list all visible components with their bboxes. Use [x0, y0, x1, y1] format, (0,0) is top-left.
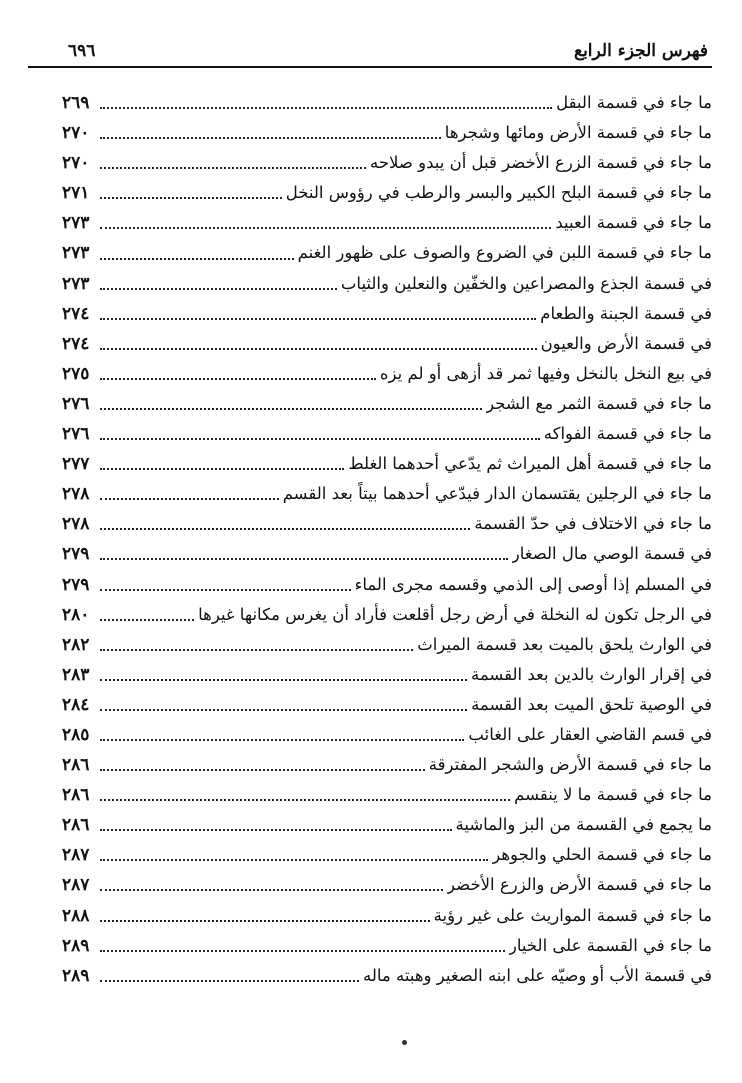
dot-leader — [100, 709, 467, 711]
toc-entry — [62, 238, 712, 268]
toc-entry-title: في قسمة الوصي مال الصغار — [511, 544, 712, 564]
toc-entry — [62, 509, 712, 539]
toc-entry-title: ما جاء في القسمة على الخيار — [508, 935, 712, 955]
toc-entry-title: ما يجمع في القسمة من البز والماشية — [455, 815, 712, 835]
toc-entry-page: ٢٨٤ — [62, 694, 90, 715]
toc-entry-title: ما جاء في الاختلاف في حدّ القسمة — [474, 514, 712, 534]
toc-entry-page: ٢٨٦ — [62, 755, 90, 776]
toc-entry-title: في بيع النخل بالنخل وفيها ثمر قد أزهى أو لم يزه — [379, 363, 712, 383]
dot-leader — [100, 589, 351, 591]
toc-entry-title: ما جاء في قسمة الثمر مع الشجر — [486, 393, 712, 413]
toc-entry-page: ٢٨٧ — [62, 875, 90, 896]
toc-entry-page: ٢٧٤ — [62, 333, 90, 354]
toc-entry-page: ٢٧٠ — [62, 153, 90, 174]
dot-leader — [100, 167, 366, 169]
page-number: ٦٩٦ — [68, 41, 96, 61]
running-title: فهرس الجزء الرابع — [574, 41, 708, 61]
toc-entry-page: ٢٧٩ — [62, 574, 90, 595]
toc-entry-page: ٢٨٧ — [62, 845, 90, 866]
toc-entry-title: في قسم القاضي العقار على الغائب — [468, 724, 712, 744]
dot-leader — [100, 468, 344, 470]
toc-entry-title: في قسمة الجبنة والطعام — [540, 303, 712, 323]
toc-entry-page: ٢٨٦ — [62, 785, 90, 806]
dot-leader — [100, 318, 536, 320]
toc-entry — [62, 780, 712, 810]
footer-dot — [402, 1040, 407, 1045]
dot-leader — [100, 889, 443, 891]
toc-entry-page: ٢٨٨ — [62, 905, 90, 926]
toc-entry-title: في المسلم إذا أوصى إلى الذمي وقسمه مجرى الماء — [354, 574, 712, 594]
toc-entry-page: ٢٨٢ — [62, 634, 90, 655]
toc-entry-page: ٢٨٥ — [62, 724, 90, 745]
toc-entry-page: ٢٧١ — [62, 183, 90, 204]
toc-entry-page: ٢٧٦ — [62, 424, 90, 445]
toc-entry — [62, 539, 712, 569]
toc-entry-title: ما جاء في قسمة الزرع الأخضر قبل أن يبدو صلاحه — [370, 153, 712, 173]
dot-leader — [100, 859, 488, 861]
toc-entry — [62, 931, 712, 961]
toc-entry-page: ٢٧٠ — [62, 123, 90, 144]
dot-leader — [100, 980, 359, 982]
toc-entry-page: ٢٧٣ — [62, 243, 90, 264]
toc-entry-page: ٢٨٣ — [62, 664, 90, 685]
toc-entry — [62, 178, 712, 208]
toc-entry-page: ٢٧٣ — [62, 213, 90, 234]
toc-entry — [62, 389, 712, 419]
toc-entry — [62, 570, 712, 600]
toc-entry-page: ٢٧٤ — [62, 303, 90, 324]
toc-entry-title: ما جاء في قسمة المواريث على غير رؤية — [433, 905, 712, 925]
toc-entry-page: ٢٧٨ — [62, 514, 90, 535]
dot-leader — [100, 558, 508, 560]
toc-entry-title: في إقرار الوارث بالدين بعد القسمة — [471, 664, 712, 684]
toc-entry-page: ٢٧٣ — [62, 273, 90, 294]
toc-entry-title: ما جاء في قسمة البقل — [556, 93, 712, 112]
toc-entry — [62, 449, 712, 479]
toc-entry — [62, 148, 712, 178]
toc-entry — [62, 419, 712, 449]
dot-leader — [100, 258, 294, 260]
dot-leader — [100, 739, 464, 741]
toc-entry-title: في قسمة الأرض والعيون — [540, 333, 712, 353]
dot-leader — [100, 107, 552, 109]
toc-entry — [62, 961, 712, 991]
dot-leader — [100, 408, 482, 410]
toc-entry — [62, 479, 712, 509]
toc-entry-title: ما جاء في قسمة الأرض والشجر المفترقة — [428, 755, 712, 775]
toc-entry-page: ٢٧٥ — [62, 363, 90, 384]
toc-entry-title: ما جاء في قسمة أهل الميراث ثم يدّعي أحدهما الغلط — [348, 454, 712, 474]
dot-leader — [100, 799, 510, 801]
toc-entry-page: ٢٨٩ — [62, 965, 90, 986]
toc-entry-title: ما جاء في قسمة الحلي والجوهر — [492, 845, 712, 865]
dot-leader — [100, 649, 413, 651]
toc-entry-page: ٢٧٨ — [62, 484, 90, 505]
dot-leader — [100, 528, 470, 530]
toc-entry-title: في قسمة الجذع والمصراعين والخفّين والنعلين والثياب — [340, 273, 712, 293]
toc-entry-page: ٢٨٩ — [62, 935, 90, 956]
toc-entry — [62, 870, 712, 900]
toc-entry — [62, 359, 712, 389]
dot-leader — [100, 197, 282, 199]
toc-entry — [62, 118, 712, 148]
dot-leader — [100, 920, 430, 922]
toc-entry-page: ٢٧٦ — [62, 393, 90, 414]
toc-entry — [62, 660, 712, 690]
dot-leader — [100, 498, 279, 500]
toc-entry-title: في الوارث يلحق بالميت بعد قسمة الميراث — [417, 634, 712, 654]
toc-entry-title: في الوصية تلحق الميت بعد القسمة — [471, 694, 712, 714]
dot-leader — [100, 769, 425, 771]
toc-entry — [62, 750, 712, 780]
toc-entry-title: في قسمة الأب أو وصيّه على ابنه الصغير وهبته ماله — [363, 965, 712, 985]
dot-leader — [100, 619, 194, 621]
toc-entry — [62, 208, 712, 238]
toc-entry — [62, 299, 712, 329]
toc-entry-title: ما جاء في قسمة الفواكه — [543, 424, 712, 444]
dot-leader — [100, 679, 467, 681]
toc-entry-page: ٢٧٩ — [62, 544, 90, 565]
toc-entry — [62, 600, 712, 630]
toc-entry-title: ما جاء في قسمة العبيد — [555, 213, 712, 233]
dot-leader — [100, 950, 505, 952]
dot-leader — [100, 378, 376, 380]
dot-leader — [100, 288, 337, 290]
toc-entry-title: ما جاء في الرجلين يقتسمان الدار فيدّعي أحدهما بيتاً بعد القسم — [282, 484, 712, 504]
toc-entry — [62, 630, 712, 660]
toc-entry — [62, 690, 712, 720]
dot-leader — [100, 438, 540, 440]
toc-entry-page: ٢٨٦ — [62, 815, 90, 836]
toc-entry-title: ما جاء في قسمة اللبن في الضروع والصوف على ظهور الغنم — [297, 243, 712, 263]
toc-entry — [62, 901, 712, 931]
toc-entry — [62, 720, 712, 750]
dot-leader — [100, 227, 551, 229]
toc-entry-title: ما جاء في قسمة الأرض والزرع الأخضر — [447, 875, 712, 895]
dot-leader — [100, 829, 452, 831]
toc-entry — [62, 88, 712, 118]
toc-entry-title: ما جاء في قسمة البلح الكبير والبسر والرطب في رؤوس النخل — [285, 183, 712, 203]
dot-leader — [100, 348, 537, 350]
toc-entry-title: ما جاء في قسمة ما لا ينقسم — [514, 785, 712, 805]
toc-entry — [62, 329, 712, 359]
toc-entry-page: ٢٦٩ — [62, 93, 90, 113]
toc-entry-page: ٢٧٧ — [62, 454, 90, 475]
dot-leader — [100, 137, 441, 139]
toc-entry — [62, 810, 712, 840]
toc-entry-title: ما جاء في قسمة الأرض ومائها وشجرها — [444, 123, 712, 143]
toc-entry — [62, 840, 712, 870]
table-of-contents — [62, 88, 712, 991]
toc-entry — [62, 269, 712, 299]
toc-entry-title: في الرجل تكون له النخلة في أرض رجل أقلعت فأراد أن يغرس مكانها غيرها — [198, 604, 712, 624]
page-header — [28, 40, 712, 68]
toc-entry-page: ٢٨٠ — [62, 604, 90, 625]
